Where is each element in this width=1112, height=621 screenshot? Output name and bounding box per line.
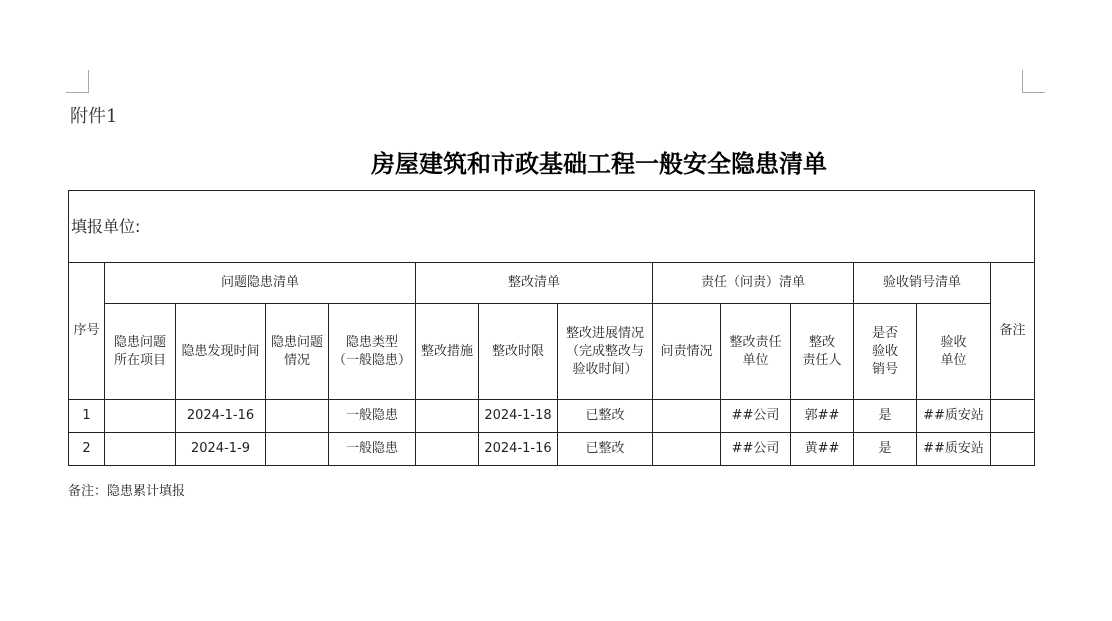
header-accountability: 问责情况 — [653, 304, 721, 400]
cell-deadline[interactable]: 2024-1-18 — [479, 400, 558, 433]
cell-measure[interactable] — [416, 400, 479, 433]
cell-hazard-type[interactable]: 一般隐患 — [329, 433, 416, 466]
cell-remark[interactable] — [991, 400, 1035, 433]
cell-found-time[interactable]: 2024-1-9 — [176, 433, 266, 466]
cell-resp-person[interactable]: 黄## — [791, 433, 854, 466]
cell-found-time[interactable]: 2024-1-16 — [176, 400, 266, 433]
header-found-time: 隐患发现时间 — [176, 304, 266, 400]
group-header-rectify: 整改清单 — [416, 263, 653, 304]
cell-resp-person[interactable]: 郭## — [791, 400, 854, 433]
cell-situation[interactable] — [266, 433, 329, 466]
cell-seq[interactable]: 2 — [69, 433, 105, 466]
header-accept-unit: 验收 单位 — [917, 304, 991, 400]
cell-project[interactable] — [105, 433, 176, 466]
header-measure: 整改措施 — [416, 304, 479, 400]
fill-unit-label[interactable]: 填报单位: — [69, 191, 1035, 263]
header-hazard-type: 隐患类型 （一般隐患） — [329, 304, 416, 400]
cell-measure[interactable] — [416, 433, 479, 466]
cell-accountability[interactable] — [653, 433, 721, 466]
group-header-accept: 验收销号清单 — [854, 263, 991, 304]
document-title: 房屋建筑和市政基础工程一般安全隐患清单 — [371, 149, 827, 178]
group-header-problem: 问题隐患清单 — [105, 263, 416, 304]
cell-accountability[interactable] — [653, 400, 721, 433]
cell-project[interactable] — [105, 400, 176, 433]
cell-resp-unit[interactable]: ##公司 — [721, 433, 791, 466]
header-remark: 备注 — [991, 263, 1035, 400]
page-corner-mark-top-left — [66, 70, 89, 93]
footnote: 备注：隐患累计填报 — [68, 484, 186, 499]
header-deadline: 整改时限 — [479, 304, 558, 400]
cell-progress[interactable]: 已整改 — [558, 400, 653, 433]
hazard-list-table — [68, 190, 1035, 466]
header-seq: 序号 — [69, 263, 105, 400]
cell-accept-unit[interactable]: ##质安站 — [917, 433, 991, 466]
group-header-duty: 责任（问责）清单 — [653, 263, 854, 304]
cell-deadline[interactable]: 2024-1-16 — [479, 433, 558, 466]
cell-progress[interactable]: 已整改 — [558, 433, 653, 466]
cell-remark[interactable] — [991, 433, 1035, 466]
header-progress: 整改进展情况 （完成整改与 验收时间） — [558, 304, 653, 400]
header-situation: 隐患问题 情况 — [266, 304, 329, 400]
header-resp-person: 整改 责任人 — [791, 304, 854, 400]
cell-hazard-type[interactable]: 一般隐患 — [329, 400, 416, 433]
cell-closed[interactable]: 是 — [854, 400, 917, 433]
cell-resp-unit[interactable]: ##公司 — [721, 400, 791, 433]
cell-seq[interactable]: 1 — [69, 400, 105, 433]
header-project: 隐患问题 所在项目 — [105, 304, 176, 400]
header-resp-unit: 整改责任 单位 — [721, 304, 791, 400]
cell-accept-unit[interactable]: ##质安站 — [917, 400, 991, 433]
table-row — [69, 400, 1035, 433]
attachment-label: 附件1 — [70, 106, 118, 127]
page-corner-mark-top-right — [1022, 70, 1045, 93]
table-row — [69, 433, 1035, 466]
cell-situation[interactable] — [266, 400, 329, 433]
header-closed: 是否 验收 销号 — [854, 304, 917, 400]
cell-closed[interactable]: 是 — [854, 433, 917, 466]
